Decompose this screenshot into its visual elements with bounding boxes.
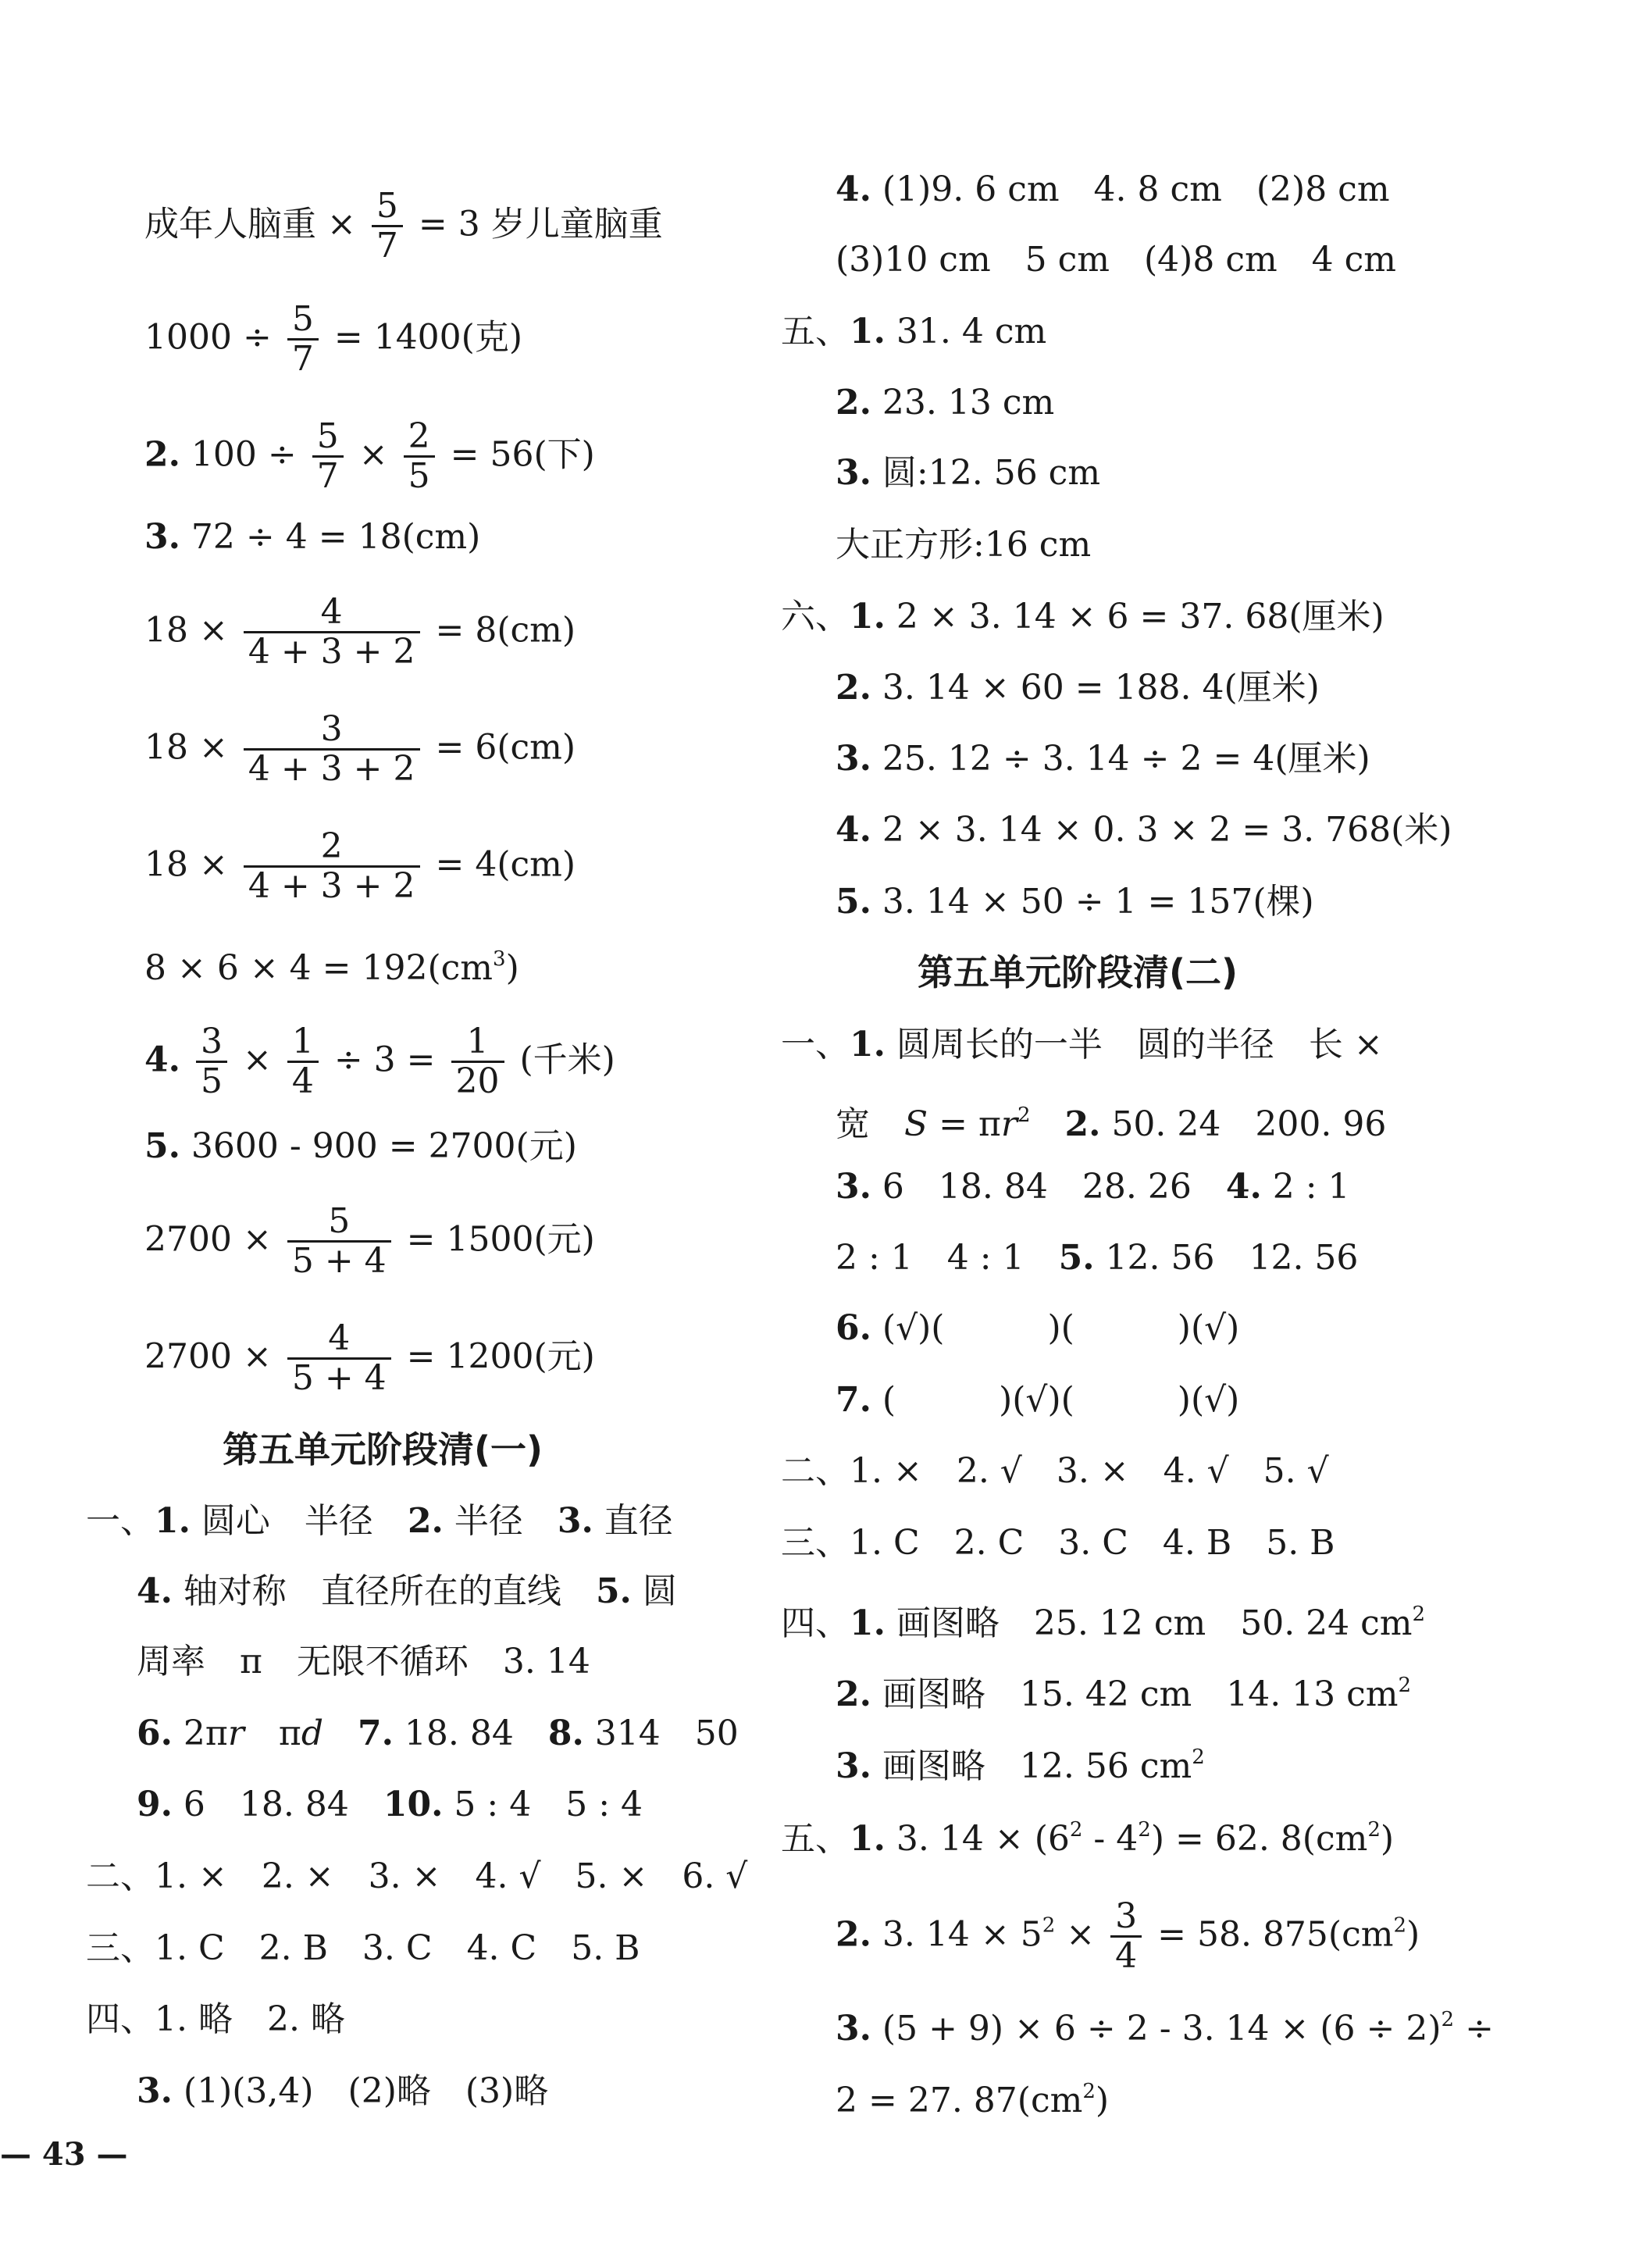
text: 50. 24 200. 96 xyxy=(1100,1104,1387,1144)
answer-line xyxy=(836,1307,1239,1350)
denominator: 5 xyxy=(196,1061,227,1100)
variable: d xyxy=(301,1713,323,1753)
superscript: 2 xyxy=(1042,1913,1056,1938)
question-number: 3. xyxy=(836,453,871,493)
question-number: 3. xyxy=(144,517,180,557)
text: 2 × 3. 14 × 0. 3 × 2 = 3. 768(米) xyxy=(871,810,1452,850)
question-number: 1. xyxy=(850,1819,886,1859)
text: 12. 56 12. 56 xyxy=(1094,1238,1359,1278)
answer-line xyxy=(781,1450,1329,1493)
text: 3. 14 × 60 = 188. 4(厘米) xyxy=(871,668,1320,708)
answer-line xyxy=(836,1236,1358,1280)
question-number: 5. xyxy=(595,1571,632,1611)
question-number: 6. xyxy=(836,1308,871,1348)
fraction xyxy=(372,187,403,266)
question-number: 1. xyxy=(850,312,886,351)
superscript: 2 xyxy=(1398,1674,1412,1697)
text: = 1500(元) xyxy=(406,1219,595,1260)
answer-line xyxy=(144,515,480,559)
fraction xyxy=(287,1203,391,1281)
answer-line xyxy=(144,1125,577,1168)
section-prefix: 三、 xyxy=(781,1523,850,1563)
text: 18 × xyxy=(144,844,228,885)
question-number: 2. xyxy=(836,668,871,708)
text: (5 + 9) × 6 ÷ 2 - 3. 14 × (6 ÷ 2) xyxy=(871,2009,1442,2049)
answer-line xyxy=(144,1203,595,1281)
section-prefix: 四、 xyxy=(86,1999,155,2039)
section-prefix: 五、 xyxy=(781,1819,850,1859)
answer-line xyxy=(836,168,1390,212)
variable: r xyxy=(227,1713,244,1753)
numerator: 4 xyxy=(320,592,343,632)
superscript: 2 xyxy=(1192,1746,1205,1769)
answer-line xyxy=(144,187,663,266)
numerator: 1 xyxy=(291,1022,314,1061)
text: (1)(3,4) (2)略 (3)略 xyxy=(172,2071,549,2111)
section-heading: 第五单元阶段清(二) xyxy=(918,951,1238,993)
text: 画图略 12. 56 cm xyxy=(871,1746,1192,1786)
section-prefix: 三、 xyxy=(86,1928,155,1968)
text: 2π xyxy=(172,1713,228,1753)
text: 25. 12 ÷ 3. 14 ÷ 2 = 4(厘米) xyxy=(871,739,1370,779)
text: 1000 ÷ xyxy=(144,317,272,358)
answer-line xyxy=(86,1500,673,1543)
question-number: 2. xyxy=(144,434,180,475)
question-number: 1. xyxy=(155,1501,191,1541)
text: - 4 xyxy=(1082,1819,1139,1859)
text: 3. 14 × (6 xyxy=(885,1819,1070,1859)
question-number: 2. xyxy=(836,1914,871,1955)
numerator: 3 xyxy=(1115,1896,1138,1936)
text: 成年人脑重 × xyxy=(144,204,356,244)
denominator: 5 + 4 xyxy=(287,1240,391,1280)
answer-line xyxy=(836,2070,1109,2123)
answer-line xyxy=(781,595,1385,639)
answer-line xyxy=(836,880,1314,924)
text: = 4(cm) xyxy=(435,844,576,885)
answer-line xyxy=(144,1320,595,1398)
answer-line xyxy=(781,1023,1383,1067)
question-number: 4. xyxy=(144,1040,180,1080)
text: 圆:12. 56 cm xyxy=(871,453,1101,493)
text: 31. 4 cm xyxy=(885,312,1047,351)
question-number: 1. xyxy=(850,1603,886,1643)
denominator: 4 + 3 + 2 xyxy=(244,748,420,788)
question-number: 7. xyxy=(323,1713,394,1753)
numerator: 5 xyxy=(316,416,339,456)
answer-line xyxy=(144,418,595,496)
text: 1. C 2. C 3. C 4. B 5. B xyxy=(850,1523,1335,1563)
text: 2 : 1 4 : 1 xyxy=(836,1238,1059,1278)
answer-line xyxy=(144,828,576,906)
text: ) xyxy=(1380,1819,1395,1859)
numerator: 5 xyxy=(291,299,314,339)
answer-line xyxy=(781,1808,1394,1861)
answer-line xyxy=(836,1093,1386,1146)
question-number: 4. xyxy=(836,810,871,850)
answer-line xyxy=(86,1855,747,1899)
text: 1. × 2. √ 3. × 4. √ 5. √ xyxy=(850,1451,1329,1491)
question-number: 2. xyxy=(836,1674,871,1714)
fraction xyxy=(451,1023,504,1101)
answer-line xyxy=(836,1664,1411,1717)
denominator: 4 xyxy=(1110,1935,1142,1975)
text: 23. 13 cm xyxy=(871,383,1055,423)
text: ) xyxy=(1095,2081,1110,2120)
text: 3600 - 900 = 2700(元) xyxy=(180,1126,577,1166)
text: 2 : 1 xyxy=(1261,1167,1350,1207)
answer-line: 周率 π 无限不循环 3. 14 xyxy=(137,1642,590,1681)
fraction xyxy=(1110,1898,1142,1976)
text: 轴对称 直径所在的直线 xyxy=(172,1571,596,1611)
text: 314 50 xyxy=(583,1713,739,1753)
answer-line xyxy=(781,1592,1425,1646)
text: = 1200(元) xyxy=(406,1336,595,1377)
answer-line xyxy=(86,1927,640,1970)
denominator: 5 xyxy=(404,455,435,495)
text: ÷ xyxy=(1454,2009,1494,2049)
denominator: 5 + 4 xyxy=(287,1357,391,1397)
text: = π xyxy=(928,1104,1001,1144)
superscript: 2 xyxy=(1412,1603,1426,1626)
text: 18 × xyxy=(144,727,228,768)
text: 5 : 4 5 : 4 xyxy=(443,1785,643,1824)
question-number: 4. xyxy=(137,1571,173,1611)
text: 1. 略 2. 略 xyxy=(155,1999,345,2039)
question-number: 2. xyxy=(836,383,871,423)
answer-line xyxy=(144,937,519,990)
text: ) xyxy=(1406,1914,1420,1955)
fraction xyxy=(287,301,319,379)
text: 18 × xyxy=(144,610,228,651)
superscript: 2 xyxy=(1367,1818,1381,1842)
numerator: 5 xyxy=(328,1201,351,1241)
question-number: 10. xyxy=(383,1785,444,1824)
question-number: 5. xyxy=(144,1126,180,1166)
answer-line xyxy=(137,1712,739,1756)
text: 2 = 27. 87(cm xyxy=(836,2081,1083,2120)
variable: S xyxy=(904,1104,928,1144)
answer-line xyxy=(836,666,1320,710)
question-number: 3. xyxy=(836,739,871,779)
text: ) = 62. 8(cm xyxy=(1150,1819,1368,1859)
answer-line xyxy=(86,1998,345,2042)
text: = 1400(克) xyxy=(333,317,523,358)
answer-line xyxy=(144,1023,615,1101)
section-heading: 第五单元阶段清(一) xyxy=(223,1428,543,1471)
text: = 58. 875(cm xyxy=(1157,1914,1394,1955)
question-number: 8. xyxy=(547,1713,584,1753)
answer-line xyxy=(836,1735,1205,1788)
text: 72 ÷ 4 = 18(cm) xyxy=(180,517,481,557)
superscript: 3 xyxy=(493,947,506,971)
text: ) xyxy=(505,948,519,988)
text: 圆心 半径 xyxy=(190,1501,408,1541)
question-number: 3. xyxy=(557,1501,593,1541)
answer-line: (3)10 cm 5 cm (4)8 cm 4 cm xyxy=(836,240,1397,280)
text: 2 × 3. 14 × 6 = 37. 68(厘米) xyxy=(885,597,1385,637)
answer-line xyxy=(836,1165,1350,1209)
page-number: — 43 — xyxy=(0,2136,128,2173)
text: 画图略 25. 12 cm 50. 24 cm xyxy=(885,1603,1413,1643)
denominator: 7 xyxy=(312,455,344,495)
section-prefix: 一、 xyxy=(86,1501,155,1541)
answer-line xyxy=(836,808,1452,852)
question-number: 1. xyxy=(850,1025,886,1064)
fraction xyxy=(244,828,420,906)
denominator: 7 xyxy=(372,225,403,265)
question-number: 1. xyxy=(850,597,886,637)
numerator: 3 xyxy=(320,709,343,749)
text: 100 ÷ xyxy=(180,434,297,475)
answer-line xyxy=(137,1570,677,1614)
text: = 6(cm) xyxy=(435,727,576,768)
numerator: 3 xyxy=(200,1022,223,1061)
text: 画图略 15. 42 cm 14. 13 cm xyxy=(871,1674,1399,1714)
question-number: 4. xyxy=(836,169,871,209)
text: 宽 xyxy=(836,1104,904,1144)
text: 3. 14 × 5 xyxy=(871,1914,1042,1955)
text: 半径 xyxy=(443,1501,558,1541)
text: π xyxy=(244,1713,301,1753)
numerator: 2 xyxy=(320,826,343,866)
numerator: 4 xyxy=(328,1318,351,1358)
section-prefix: 四、 xyxy=(781,1603,850,1643)
numerator: 2 xyxy=(408,416,430,456)
denominator: 4 + 3 + 2 xyxy=(244,631,420,671)
superscript: 2 xyxy=(1441,2008,1455,2031)
answer-line xyxy=(836,381,1054,425)
answer-line xyxy=(781,310,1046,354)
text: ( )(√)( )(√) xyxy=(871,1380,1240,1420)
text: 2700 × xyxy=(144,1336,272,1377)
superscript: 2 xyxy=(1082,2080,1096,2103)
text: 8 × 6 × 4 = 192(cm xyxy=(144,948,494,988)
denominator: 7 xyxy=(287,338,319,378)
numerator: 5 xyxy=(376,186,398,226)
question-number: 3. xyxy=(137,2071,173,2111)
answer-line xyxy=(781,1521,1335,1565)
question-number: 6. xyxy=(137,1713,173,1753)
question-number: 2. xyxy=(407,1501,444,1541)
text: = 3 岁儿童脑重 xyxy=(418,204,663,244)
text: 3. 14 × 50 ÷ 1 = 157(棵) xyxy=(871,882,1314,922)
answer-line xyxy=(137,2070,548,2113)
text: (1)9. 6 cm 4. 8 cm (2)8 cm xyxy=(871,169,1390,209)
text: × xyxy=(242,1040,272,1080)
text: = 8(cm) xyxy=(435,610,576,651)
variable: r xyxy=(1000,1104,1017,1144)
superscript: 2 xyxy=(1138,1818,1151,1842)
answer-line xyxy=(836,1898,1420,1976)
answer-line: 大正方形:16 cm xyxy=(836,525,1092,565)
fraction xyxy=(287,1023,319,1101)
text: × xyxy=(358,434,388,475)
section-prefix: 六、 xyxy=(781,597,850,637)
superscript: 2 xyxy=(1393,1913,1406,1938)
denominator: 4 xyxy=(287,1061,319,1100)
superscript: 2 xyxy=(1069,1818,1083,1842)
fraction xyxy=(404,418,435,496)
question-number: 5. xyxy=(1058,1238,1095,1278)
numerator: 1 xyxy=(466,1022,489,1061)
text: 圆 xyxy=(631,1571,677,1611)
fraction xyxy=(244,594,420,672)
question-number: 7. xyxy=(836,1380,871,1420)
text: (√)( )( )(√) xyxy=(871,1308,1240,1348)
text: = 56(下) xyxy=(450,434,595,475)
question-number: 2. xyxy=(1030,1104,1101,1144)
answer-line xyxy=(836,1378,1239,1422)
text: 直径 xyxy=(593,1501,673,1541)
text: 2700 × xyxy=(144,1219,272,1260)
text: 圆周长的一半 圆的半径 长 × xyxy=(885,1025,1383,1064)
answer-line xyxy=(836,737,1370,781)
fraction xyxy=(244,711,420,789)
text: 18. 84 xyxy=(393,1713,548,1753)
section-prefix: 一、 xyxy=(781,1025,850,1064)
denominator: 4 + 3 + 2 xyxy=(244,865,420,905)
text: 1. C 2. B 3. C 4. C 5. B xyxy=(155,1928,640,1968)
text: 6 18. 84 28. 26 xyxy=(871,1167,1226,1207)
question-number: 3. xyxy=(836,2009,871,2049)
text: 1. × 2. × 3. × 4. √ 5. × 6. √ xyxy=(155,1856,748,1896)
text: × xyxy=(1055,1914,1096,1955)
superscript: 2 xyxy=(1017,1104,1031,1127)
answer-line xyxy=(836,451,1100,495)
answer-line xyxy=(137,1783,643,1827)
question-number: 4. xyxy=(1225,1167,1262,1207)
text: (千米) xyxy=(519,1040,615,1080)
question-number: 3. xyxy=(836,1167,871,1207)
fraction xyxy=(287,1320,391,1398)
answer-line xyxy=(836,1998,1494,2051)
question-number: 9. xyxy=(137,1785,173,1824)
text: 6 18. 84 xyxy=(172,1785,383,1824)
answer-line xyxy=(144,301,522,379)
text: ÷ 3 = xyxy=(333,1040,436,1080)
denominator: 20 xyxy=(451,1061,504,1100)
fraction xyxy=(196,1023,227,1101)
question-number: 5. xyxy=(836,882,871,922)
fraction xyxy=(312,418,344,496)
question-number: 3. xyxy=(836,1746,871,1786)
answer-line xyxy=(144,711,576,789)
section-prefix: 二、 xyxy=(86,1856,155,1896)
section-prefix: 五、 xyxy=(781,312,850,351)
answer-line xyxy=(144,594,576,672)
section-prefix: 二、 xyxy=(781,1451,850,1491)
